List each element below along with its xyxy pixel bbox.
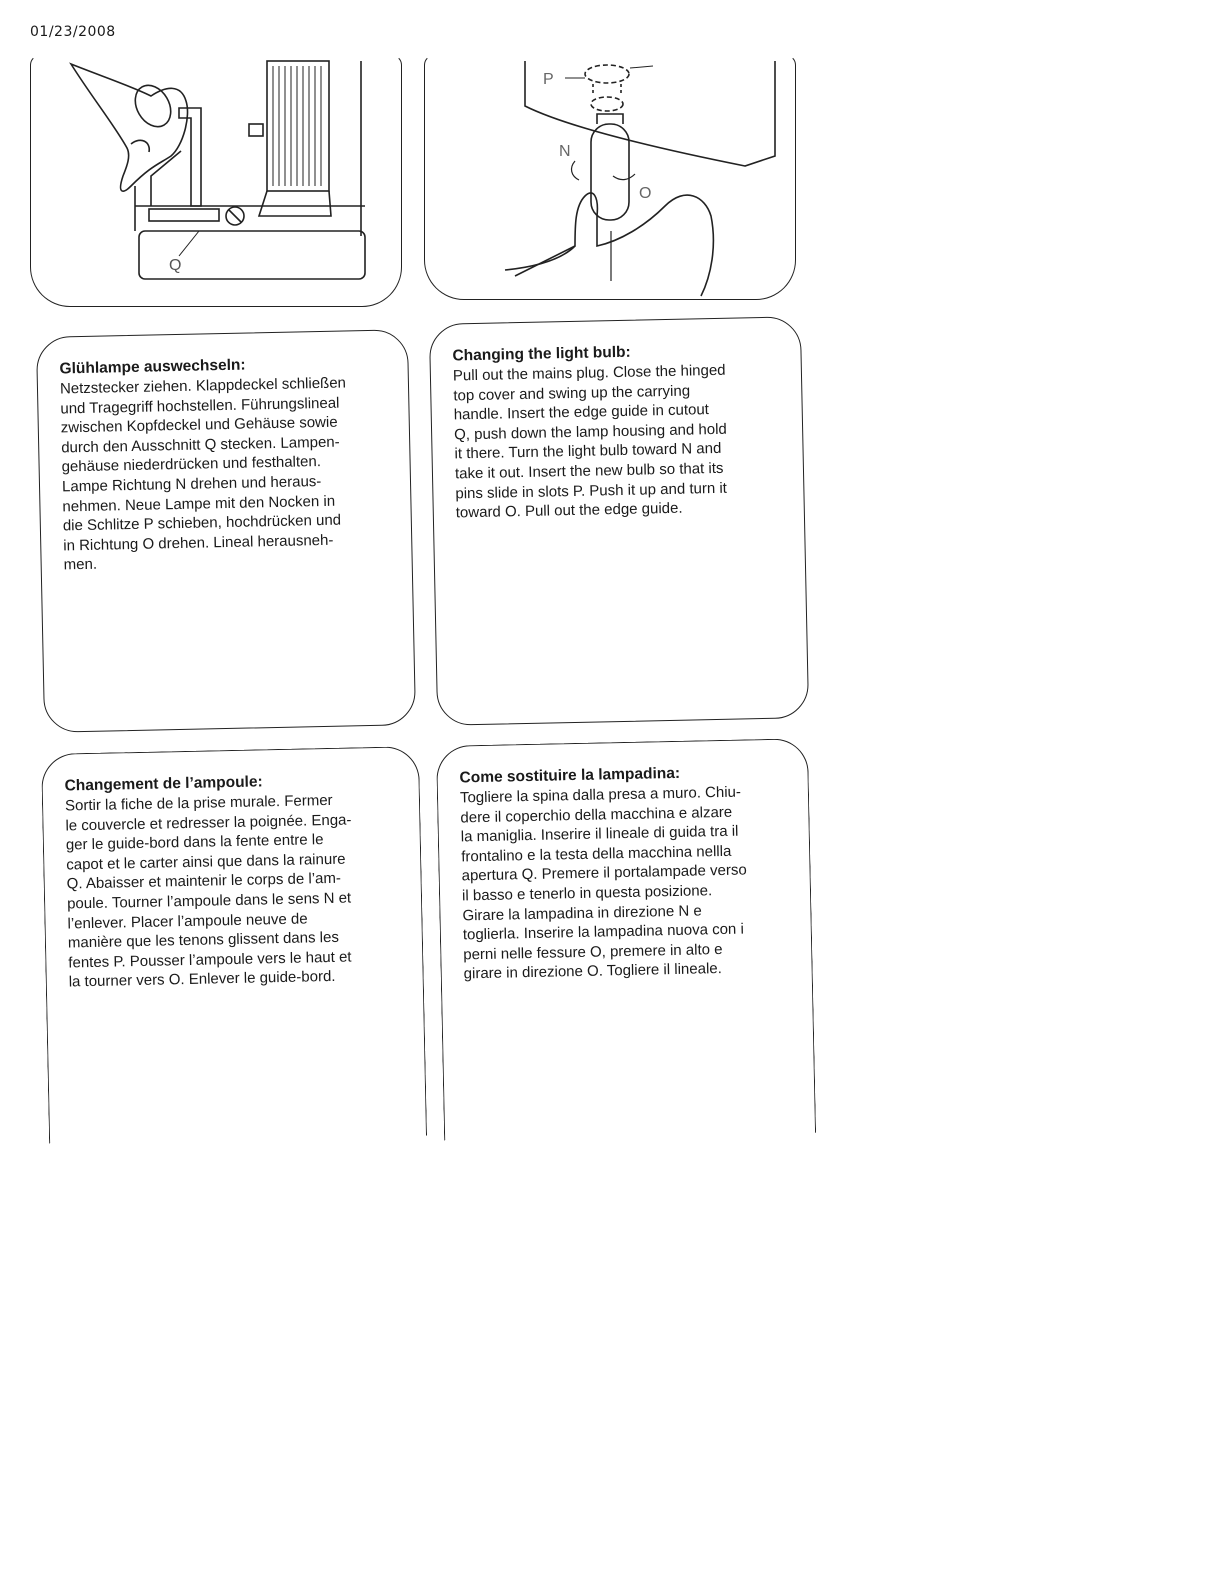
section-body: Pull out the mains plug. Close the hinged top cover and swing up the carrying handle. Insert the edge guide in cutout Q, push down the lamp housing and hold it there. Turn the light bulb toward N and take it out. Insert the new bulb so that its pins slide in slots P. Push it up and turn it toward O. Pull out the edge guide. — [452, 361, 728, 522]
section-title: Changing the light bulb: — [452, 343, 631, 365]
section-body: Togliere la spina dalla presa a muro. Chiu- dere il coperchio della macchina e alzare la maniglia. Inserire il lineale di guida tra il frontalino e la testa della macchina nellla apertura Q. Premere il portalampade verso il basso e tenerlo in questa posizione. Girare la lampadina in direzione N e toglierla. Inserire la lampadina nuova con i perni nelle fessure O, premere in alto e girare in direzione O. Togliere il lineale. — [459, 783, 747, 983]
section-english — [429, 316, 809, 726]
section-body: Netzstecker ziehen. Klappdeckel schließen und Tragegriff hochstellen. Führungslineal zwischen Kopfdeckel und Gehäuse sowie durch den Ausschnitt Q stecken. Lampen- gehäuse niederdrücken und festhalten. Lampe Richtung N drehen und heraus- nehmen. Neue Lampe mit den Nocken in die Schlitze P schieben, hochdrücken und in Richtung O drehen. Lineal herausneh- men. — [59, 374, 347, 574]
illustration-bulb-removal — [424, 55, 796, 300]
callout-p-label: P — [543, 71, 554, 88]
document-date: 01/23/2008 — [30, 24, 116, 40]
callout-q-label: Q — [169, 257, 182, 274]
section-german — [36, 329, 416, 733]
illustration-edge-guide-insertion — [30, 55, 402, 307]
callout-n-label: N — [559, 143, 571, 160]
section-title: Come sostituire la lampadina: — [459, 764, 681, 787]
section-body: Sortir la fiche de la prise murale. Fermer le couvercle et redresser la poignée. Enga- ger le guide-bord dans la fente entre le capot et le carter ainsi que dans la rainure Q. Abaisser et maintenir le corps de l’am- poule. Tourner l’ampoule dans le sens N et l’enlever. Placer l’ampoule neuve de manière que les tenons glissent dans les fentes P. Pousser l’ampoule vers le haut et la tourner vers O. Enlever le guide-bord. — [64, 791, 352, 991]
section-french — [41, 746, 427, 1144]
section-title: Changement de l’ampoule: — [64, 773, 263, 795]
section-title: Glühlampe auswechseln: — [59, 356, 246, 378]
callout-o-label: O — [639, 185, 652, 202]
section-italian — [436, 738, 816, 1141]
